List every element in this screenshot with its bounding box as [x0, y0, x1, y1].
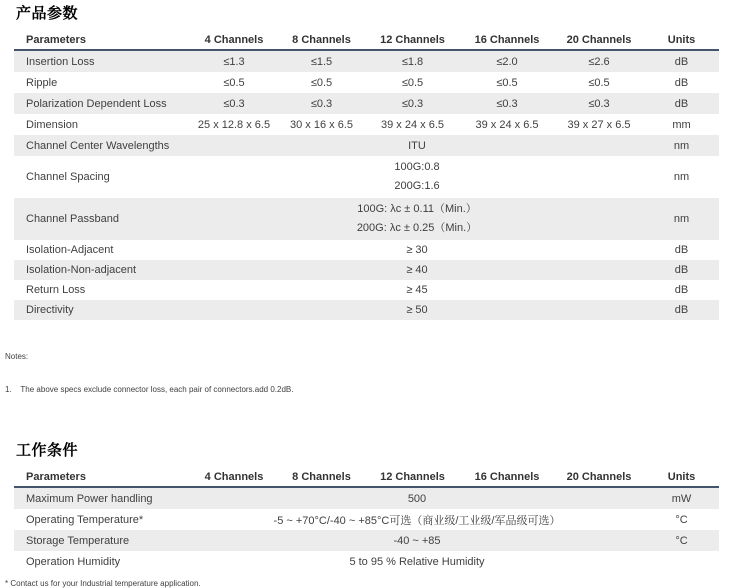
cell-merged-value — [190, 198, 644, 240]
cell-value: ≤0.3 — [401, 97, 424, 110]
column-header-20-channels: 20 Channels — [566, 471, 632, 483]
cell-unit: mW — [671, 492, 692, 505]
table-header-row — [14, 462, 719, 488]
table-row-ripple — [14, 72, 719, 93]
table-row-directivity — [14, 300, 719, 320]
cell-value: 39 x 27 x 6.5 — [567, 118, 631, 131]
cell-value: 25 x 12.8 x 6.5 — [197, 118, 271, 131]
cell-unit: dB — [674, 97, 689, 110]
table-row-storage-temperature — [14, 530, 719, 551]
section-title-product-parameters: 产品参数 — [16, 5, 79, 22]
column-header-4-channels: 4 Channels — [204, 34, 264, 46]
table-row-channel-spacing — [14, 156, 719, 198]
merged-line-2: 200G: λc ± 0.25（Min.） — [356, 222, 478, 234]
cell-unit: dB — [674, 284, 689, 296]
table-row-maximum-power-handling — [14, 488, 719, 509]
column-header-parameters: Parameters — [26, 34, 86, 46]
param-label: Isolation-Non-adjacent — [26, 264, 137, 276]
table-row-isolation-adjacent — [14, 240, 719, 260]
cell-unit: dB — [674, 304, 689, 316]
param-label: Dimension — [26, 118, 78, 131]
table-row-dimension — [14, 114, 719, 135]
table-row-channel-center-wavelengths — [14, 135, 719, 156]
cell-value: ≤1.5 — [310, 55, 333, 68]
cell-unit: nm — [673, 171, 690, 183]
notes-block — [5, 329, 732, 417]
cell-merged-value: 500 — [407, 492, 427, 505]
param-label: Storage Temperature — [26, 534, 130, 547]
cell-value: ≤2.0 — [496, 55, 518, 68]
working-conditions-table — [14, 462, 719, 572]
cell-merged-value: ≥ 45 — [406, 284, 428, 296]
table-header-row — [14, 25, 719, 51]
cell-value: ≤0.3 — [496, 97, 518, 110]
merged-line-2: 200G:1.6 — [394, 180, 440, 192]
param-label: Channel Passband — [26, 213, 119, 225]
cell-value: ≤2.6 — [588, 55, 610, 68]
cell-value: ≤0.3 — [310, 97, 333, 110]
temperature-footnote: * Contact us for your Industrial temperature application. — [5, 579, 201, 588]
cell-merged-value: ≥ 50 — [406, 304, 428, 316]
table-row-channel-passband — [14, 198, 719, 240]
table-row-operation-humidity — [14, 551, 719, 572]
column-header-16-channels: 16 Channels — [474, 471, 540, 483]
merged-line-1: 100G: λc ± 0.11（Min.） — [357, 203, 477, 215]
column-header-16-channels: 16 Channels — [474, 34, 540, 46]
param-label: Insertion Loss — [26, 55, 95, 68]
cell-merged-value: -40 ~ +85 — [393, 534, 441, 547]
cell-unit: dB — [674, 55, 689, 68]
table-row-polarization-dependent-loss — [14, 93, 719, 114]
merged-line-1: 100G:0.8 — [394, 161, 440, 173]
param-label: Polarization Dependent Loss — [26, 97, 167, 110]
column-header-8-channels: 8 Channels — [292, 471, 351, 483]
cell-unit: dB — [674, 244, 689, 256]
cell-value: 39 x 24 x 6.5 — [475, 118, 539, 131]
cell-unit: nm — [673, 139, 690, 152]
cell-merged-value: 5 to 95 % Relative Humidity — [349, 555, 485, 568]
cell-value: 39 x 24 x 6.5 — [381, 118, 444, 131]
cell-unit: °C — [675, 513, 688, 526]
notes-label: Notes: — [5, 352, 29, 361]
param-label: Ripple — [26, 76, 58, 89]
column-header-units: Units — [667, 34, 696, 46]
param-label: Channel Center Wavelengths — [26, 139, 170, 152]
cell-unit: dB — [674, 76, 689, 89]
column-header-12-channels: 12 Channels — [380, 471, 445, 483]
note-item-1: 1. The above specs exclude connector loss, each pair of connectors.add 0.2dB. — [5, 385, 294, 394]
cell-merged-value — [190, 156, 644, 198]
column-header-parameters: Parameters — [26, 471, 86, 483]
cell-unit: nm — [673, 213, 690, 225]
cell-merged-value: ≥ 30 — [406, 244, 428, 256]
cell-value: 30 x 16 x 6.5 — [290, 118, 353, 131]
cell-value: ≤1.3 — [223, 55, 245, 68]
param-label: Operation Humidity — [26, 555, 121, 568]
param-label: Isolation-Adjacent — [26, 244, 114, 256]
table-row-operating-temperature — [14, 509, 719, 530]
product-parameters-table — [14, 25, 719, 320]
cell-unit: dB — [674, 264, 689, 276]
cell-value: ≤0.3 — [588, 97, 610, 110]
cell-merged-value: ≥ 40 — [406, 264, 428, 276]
cell-value: ≤0.3 — [223, 97, 245, 110]
cell-value: ≤0.5 — [401, 76, 424, 89]
cell-unit: mm — [672, 118, 691, 131]
cell-value: ≤0.5 — [588, 76, 610, 89]
cell-value: ≤1.8 — [401, 55, 424, 68]
table-row-return-loss — [14, 280, 719, 300]
cell-value: ≤0.5 — [223, 76, 245, 89]
column-header-4-channels: 4 Channels — [204, 471, 264, 483]
cell-merged-value: -5 ~ +70°C/-40 ~ +85°C可选（商业级/工业级/军品级可选） — [273, 514, 561, 527]
column-header-8-channels: 8 Channels — [292, 34, 351, 46]
param-label: Operating Temperature* — [26, 513, 144, 526]
cell-value: ≤0.5 — [496, 76, 518, 89]
cell-value: ≤0.5 — [310, 76, 333, 89]
table-row-isolation-non-adjacent — [14, 260, 719, 280]
column-header-12-channels: 12 Channels — [380, 34, 445, 46]
param-label: Return Loss — [26, 284, 86, 296]
column-header-20-channels: 20 Channels — [566, 34, 632, 46]
cell-unit: °C — [675, 534, 688, 547]
param-label: Directivity — [26, 304, 74, 316]
param-label: Maximum Power handling — [26, 492, 153, 505]
table-row-insertion-loss — [14, 51, 719, 72]
column-header-units: Units — [667, 471, 696, 483]
section-title-working-conditions: 工作条件 — [16, 442, 79, 459]
param-label: Channel Spacing — [26, 171, 110, 183]
cell-merged-value: ITU — [408, 139, 426, 152]
